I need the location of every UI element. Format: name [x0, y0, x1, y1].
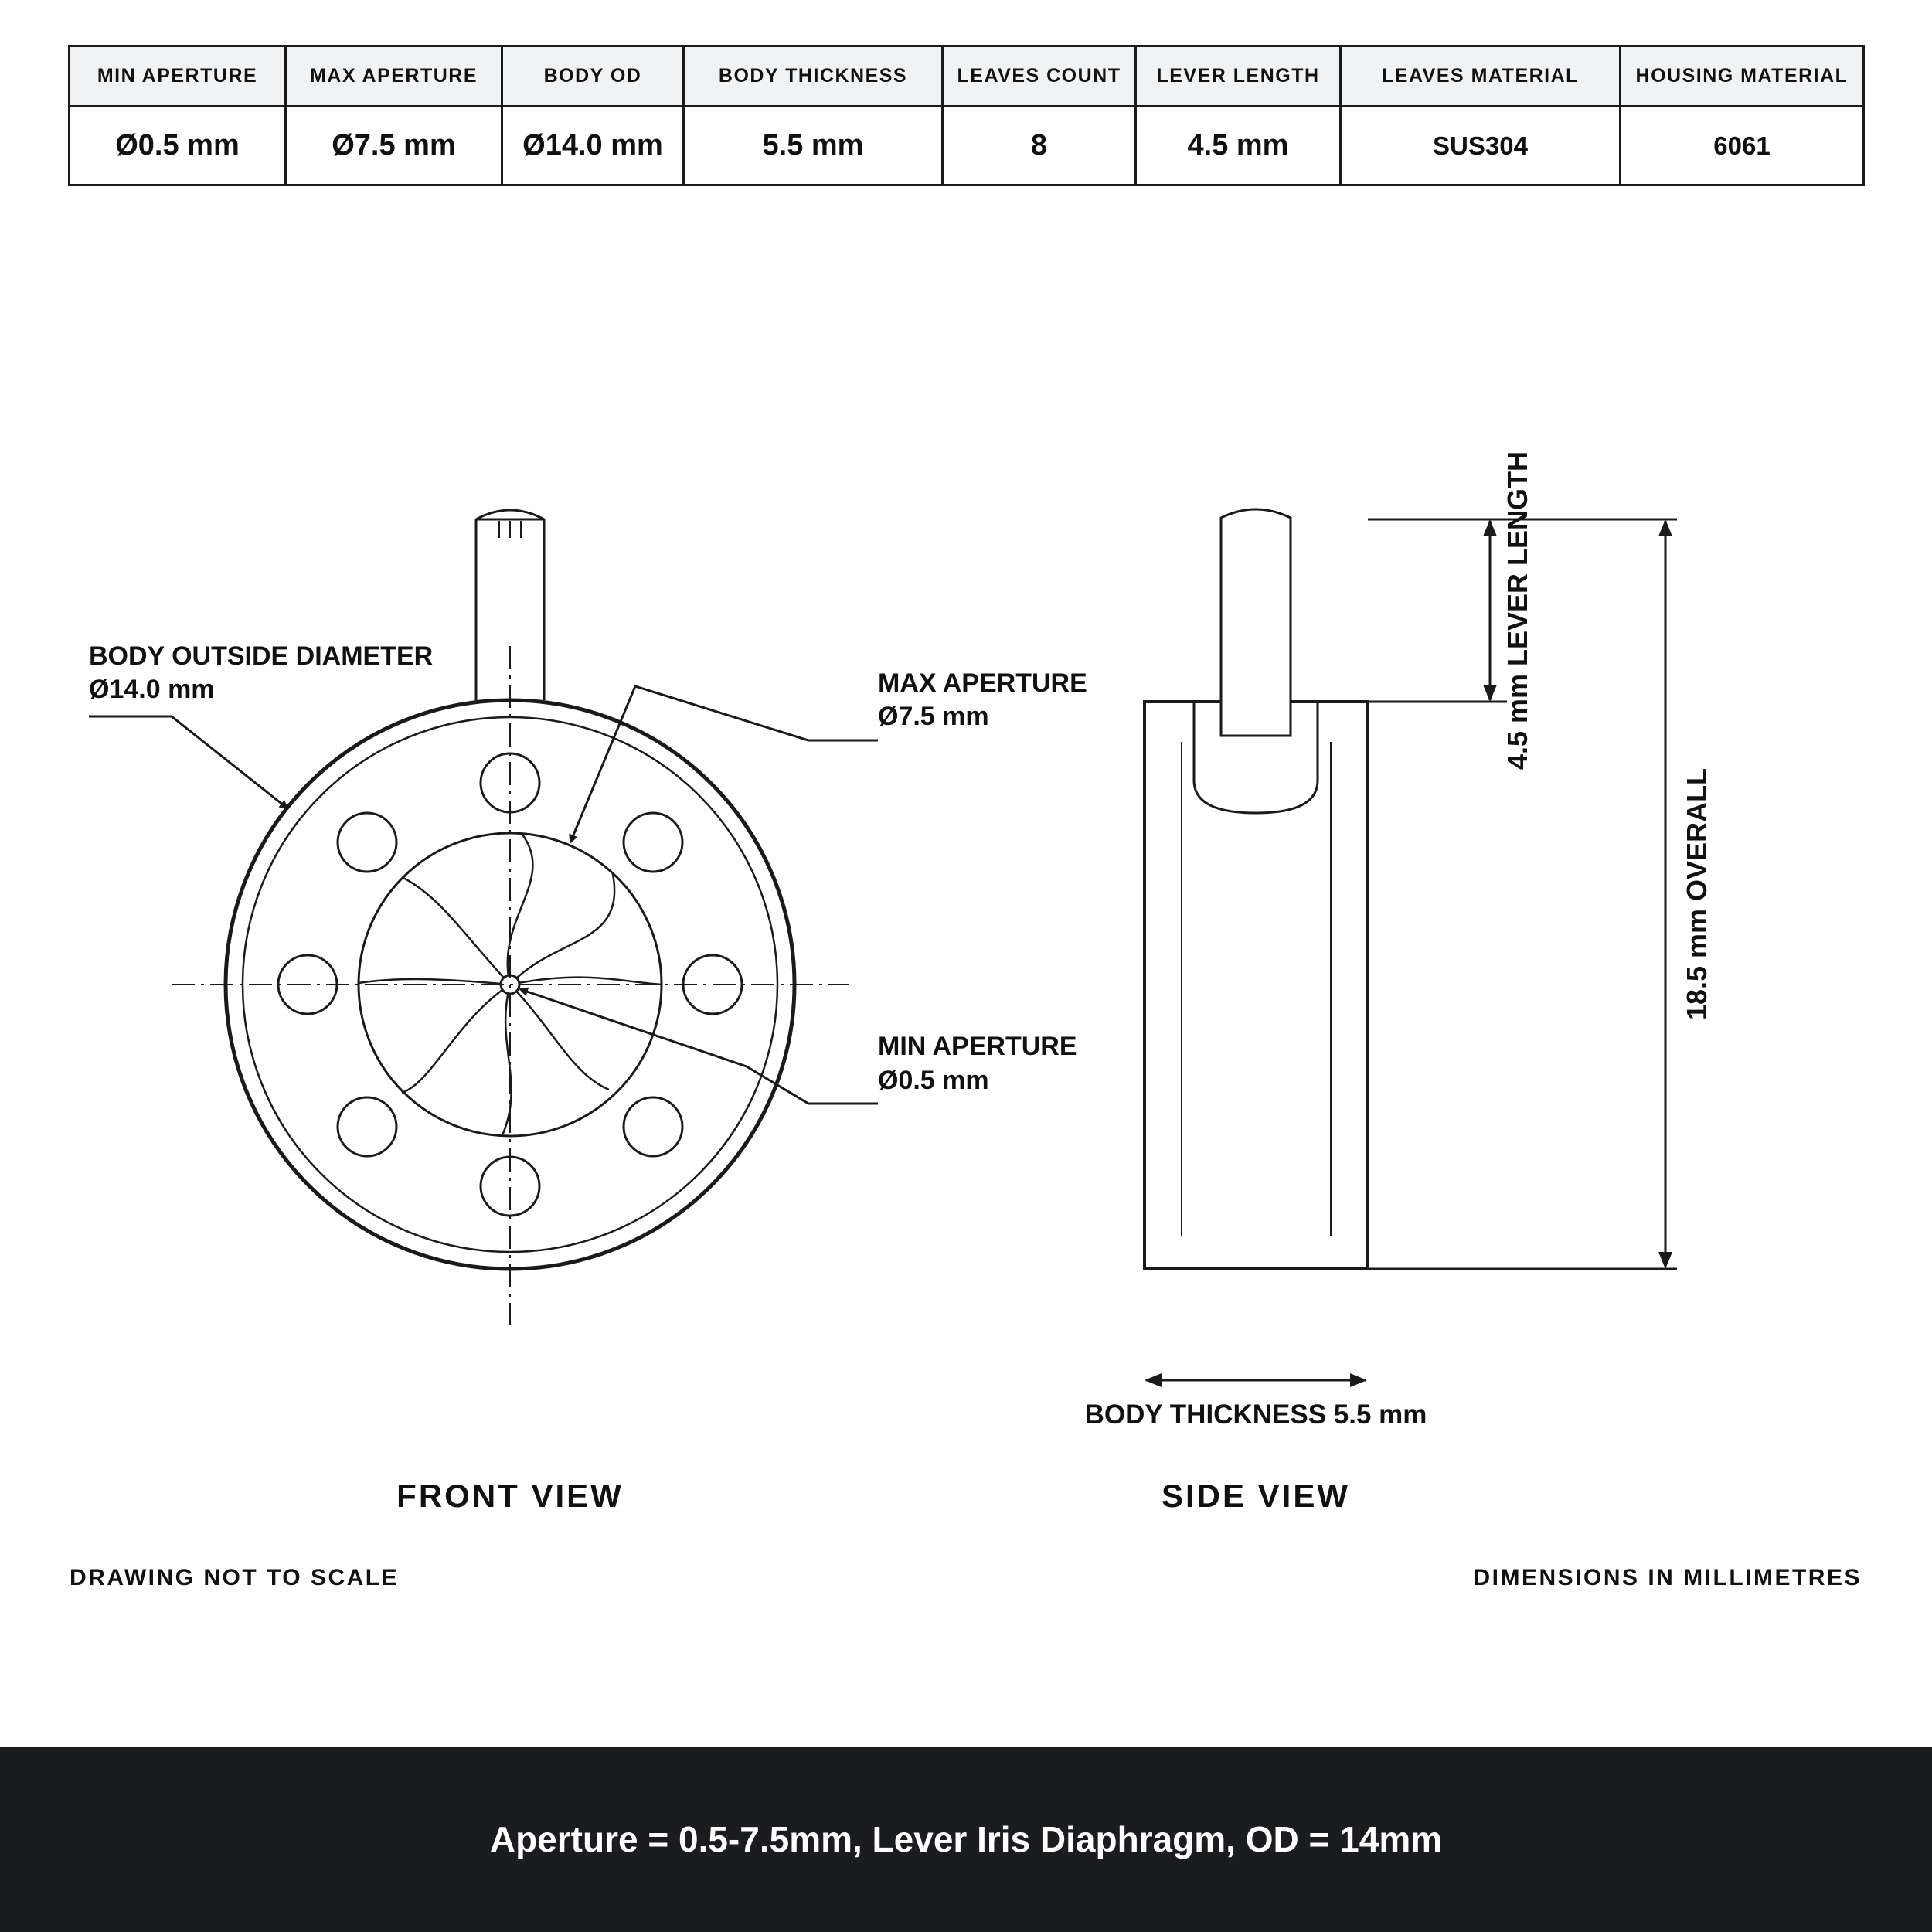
header-lever-length: LEVER LENGTH: [1136, 46, 1341, 107]
value-body-od: Ø14.0 mm: [502, 107, 684, 185]
front-view: [89, 510, 878, 1325]
header-min-aperture: MIN APERTURE: [70, 46, 286, 107]
max-aperture-value: Ø7.5 mm: [878, 702, 989, 731]
max-aperture-label: MAX APERTURE: [878, 668, 1087, 698]
value-leaves-count: 8: [943, 107, 1136, 185]
units-note: DIMENSIONS IN MILLIMETRES: [1473, 1565, 1862, 1590]
value-min-aperture: Ø0.5 mm: [70, 107, 286, 185]
scale-note: DRAWING NOT TO SCALE: [70, 1565, 400, 1590]
side-body: [1145, 702, 1367, 1269]
header-body-thickness: BODY THICKNESS: [684, 46, 943, 107]
lever-length-dim-label: 4.5 mm LEVER LENGTH: [1502, 451, 1533, 770]
side-lever: [1221, 509, 1291, 736]
overall-dim-label: 18.5 mm OVERALL: [1681, 767, 1713, 1021]
body-thickness-dim-label: BODY THICKNESS 5.5 mm: [1084, 1400, 1427, 1430]
value-body-thickness: 5.5 mm: [684, 107, 943, 185]
value-max-aperture: Ø7.5 mm: [286, 107, 502, 185]
side-view-title: SIDE VIEW: [1161, 1478, 1351, 1514]
footer-bar: [0, 1747, 1932, 1932]
min-aperture-label: MIN APERTURE: [878, 1032, 1077, 1061]
front-lever: [476, 510, 544, 700]
header-housing-material: HOUSING MATERIAL: [1621, 46, 1864, 107]
header-leaves-material: LEAVES MATERIAL: [1341, 46, 1621, 107]
header-leaves-count: LEAVES COUNT: [943, 46, 1136, 107]
footer-caption: Aperture = 0.5-7.5mm, Lever Iris Diaphragm, OD = 14mm: [489, 1819, 1443, 1859]
value-leaves-material: SUS304: [1341, 107, 1621, 185]
front-view-title: FRONT VIEW: [396, 1478, 624, 1514]
body-od-leader: [89, 716, 287, 808]
min-aperture-value: Ø0.5 mm: [878, 1066, 989, 1095]
header-body-od: BODY OD: [502, 46, 684, 107]
header-max-aperture: MAX APERTURE: [286, 46, 502, 107]
value-housing-material: 6061: [1621, 107, 1864, 185]
value-lever-length: 4.5 mm: [1136, 107, 1341, 185]
side-view: [1145, 509, 1677, 1380]
body-od-value: Ø14.0 mm: [89, 675, 215, 704]
body-od-label: BODY OUTSIDE DIAMETER: [89, 641, 434, 671]
